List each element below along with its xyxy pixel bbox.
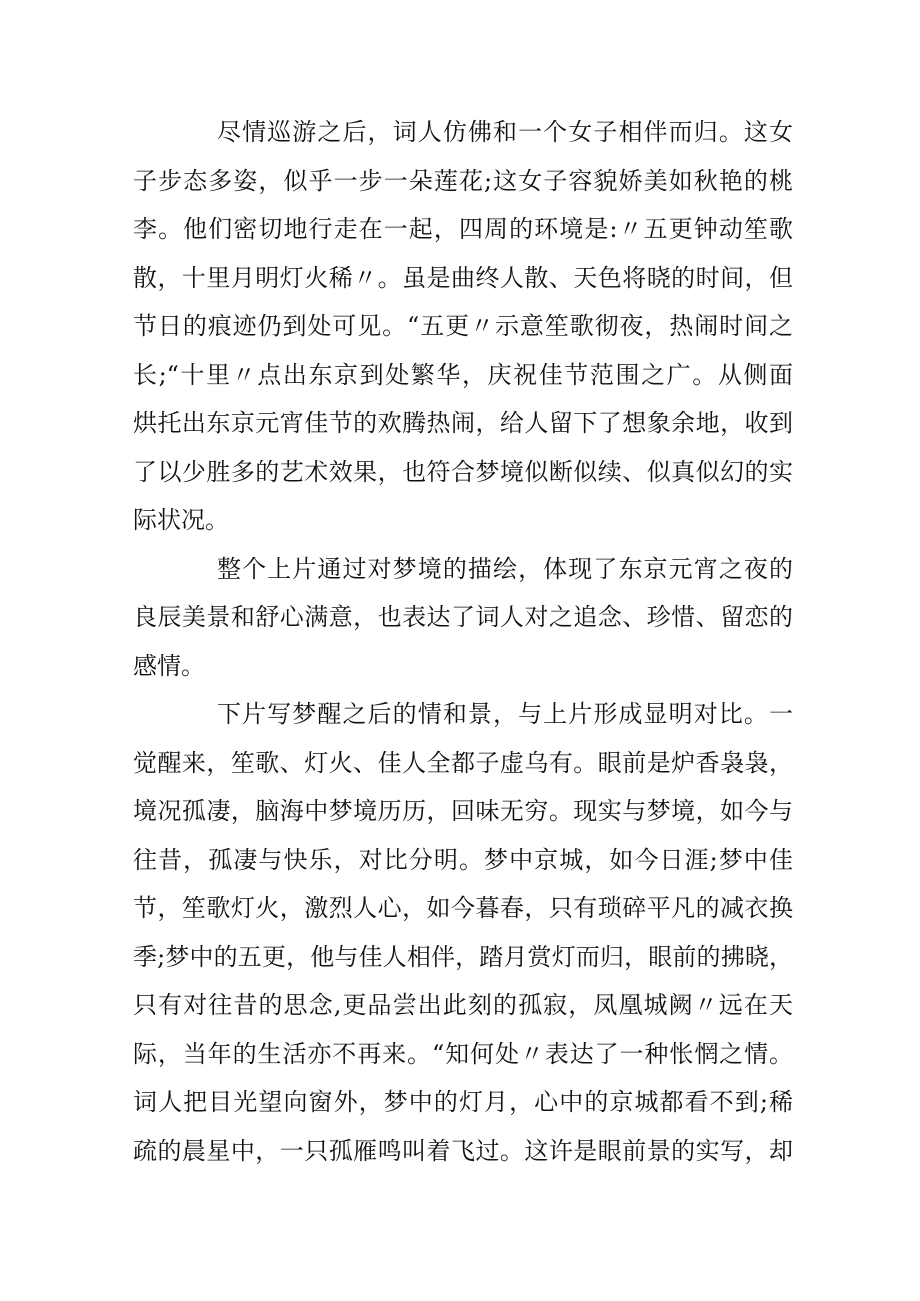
document-body (133, 108, 793, 1175)
text-line: 长;“十里〃点出东京到处繁华，庆祝佳节范围之广。从侧面 (133, 360, 793, 389)
text-line: 感情。 (133, 651, 205, 680)
text-line: 际，当年的生活亦不再来。“知何处〃表达了一种怅惘之情。 (133, 1039, 793, 1068)
text-line: 境况孤凄，脑海中梦境历历，回味无穷。现实与梦境，如今与 (133, 797, 793, 825)
paragraph-3 (133, 690, 793, 1175)
text-line: 了以少胜多的艺术效果，也符合梦境似断似续、似真似幻的实 (133, 457, 793, 486)
text-line: 际状况。 (133, 506, 229, 534)
text-line: 节日的痕迹仍到处可见。“五更〃示意笙歌彻夜，热闹时间之 (133, 312, 793, 340)
text-line: 李。他们密切地行走在一起，四周的环境是:〃五更钟动笙歌 (133, 215, 793, 243)
text-line: 往昔，孤凄与快乐，对比分明。梦中京城，如今日涯;梦中佳 (133, 845, 793, 874)
text-line: 季;梦中的五更，他与佳人相伴，踏月赏灯而归，眼前的拂晓， (133, 942, 793, 971)
text-line: 整个上片通过对梦境的描绘，体现了东京元宵之夜的 (217, 554, 793, 583)
text-line: 良辰美景和舒心满意，也表达了词人对之追念、珍惜、留恋的 (133, 603, 793, 631)
text-line: 疏的晨星中，一只孤雁鸣叫着飞过。这许是眼前景的实写，却 (133, 1136, 793, 1165)
text-line: 节，笙歌灯火，激烈人心，如今暮春，只有琐碎平凡的减衣换 (133, 894, 793, 922)
text-line: 散，十里月明灯火稀〃。虽是曲终人散、天色将晓的时间，但 (133, 263, 793, 292)
paragraph-1 (133, 108, 793, 545)
text-line: 子步态多姿，似乎一步一朵莲花;这女子容貌娇美如秋艳的桃 (133, 166, 793, 195)
text-line: 烘托出东京元宵佳节的欢腾热闹，给人留下了想象余地，收到 (133, 409, 793, 437)
text-line: 词人把目光望向窗外，梦中的灯月，心中的京城都看不到;稀 (133, 1088, 793, 1116)
text-line: 下片写梦醒之后的情和景，与上片形成显明对比。一 (217, 700, 793, 728)
paragraph-2 (133, 545, 793, 691)
text-line: 觉醒来，笙歌、灯火、佳人全都子虚乌有。眼前是炉香袅袅， (133, 748, 793, 777)
text-line: 只有对往昔的思念,更品尝出此刻的孤寂，凤凰城阙〃远在天 (133, 991, 793, 1019)
text-line: 尽情巡游之后，词人仿佛和一个女子相伴而归。这女 (217, 118, 793, 146)
